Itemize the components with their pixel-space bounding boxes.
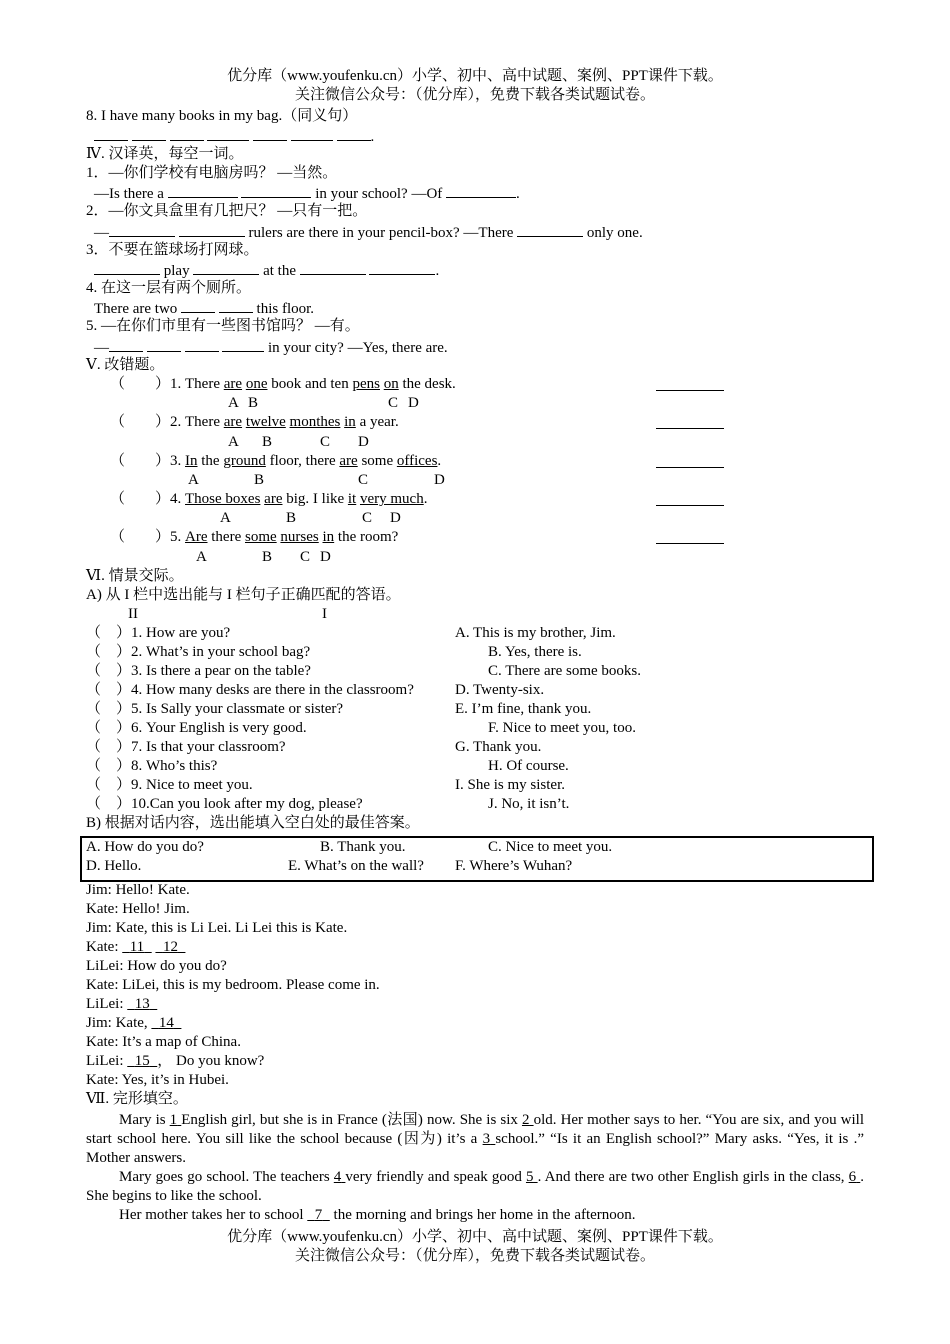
sec5-letter: D: [320, 549, 331, 565]
sec6-a-title: A) 从 I 栏中选出能与 I 栏句子正确匹配的答语。: [86, 587, 401, 603]
match-left: （ ）10.Can you look after my dog, please?: [86, 796, 363, 812]
dialog-line: LiLei: How do you do?: [86, 958, 227, 974]
sec5-letter: B: [286, 510, 297, 526]
match-left: （ ）8. Who’s this?: [86, 758, 218, 774]
match-right: A. This is my brother, Jim.: [455, 625, 616, 641]
sec5-letter: B: [262, 549, 273, 565]
sec4-item4-en: There are two this floor.: [94, 298, 314, 319]
sec5-letter: D: [434, 472, 445, 488]
sec5-letter: A: [220, 510, 231, 526]
dialog-line: Kate: It’s a map of China.: [86, 1034, 241, 1050]
option-e: E. What’s on the wall?: [288, 858, 424, 874]
match-left: （ ）5. Is Sally your classmate or sister?: [86, 701, 344, 717]
sec5-answer-line-5[interactable]: [656, 529, 724, 544]
match-right: F. Nice to meet you, too.: [488, 720, 636, 736]
match-right: B. Yes, there is.: [488, 644, 582, 660]
sec5-answer-line-4[interactable]: [656, 491, 724, 506]
match-left: （ ）4. How many desks are there in the classroom?: [86, 682, 414, 698]
sec5-answer-line-3[interactable]: [656, 453, 724, 468]
dialog-line: Kate: Yes, it’s in Hubei.: [86, 1072, 229, 1088]
cloze-paragraph-2: Mary goes go school. The teachers 4 very friendly and speak good 5 . And there are two other English girls in the class, 6 . She begins to like the school.: [86, 1169, 865, 1204]
cloze-paragraph-3: Her mother takes her to school 7 the morning and brings her home in the afternoon.: [119, 1207, 636, 1223]
sec5-title: Ⅴ. 改错题。: [86, 357, 165, 373]
match-right: J. No, it isn’t.: [488, 796, 570, 812]
match-right: D. Twenty-six.: [455, 682, 545, 698]
sec4-item3-en: play at the .: [94, 260, 439, 281]
dialog-line: Jim: Hello! Kate.: [86, 882, 190, 898]
option-c: C. Nice to meet you.: [488, 839, 613, 855]
match-left: （ ）6. Your English is very good.: [86, 720, 307, 736]
match-left: （ ）9. Nice to meet you.: [86, 777, 253, 793]
match-right: H. Of course.: [488, 758, 569, 774]
sec4-item1-cn: 1．—你们学校有电脑房吗？ —当然。: [86, 165, 338, 181]
footer-line-1: 优分库（www.youfenku.cn）小学、初中、高中试题、案例、PPT课件下载。: [227, 1229, 723, 1245]
cloze-paragraph-1: Mary is 1 English girl, but she is in France (法国) now. She is six 2 old. Her mother says to her. “You are six, and you will start school here. You sill like the school because (因为) it’s a 3 school.” “Is it an English school?” Mary asks. “Yes, it is .” Mother answers.: [86, 1112, 865, 1166]
dialog-line: Jim: Kate, 14: [86, 1015, 174, 1031]
dialog-line: Jim: Kate, this is Li Lei. Li Lei this is Kate.: [86, 920, 348, 936]
sec5-item-1: （ ）1. There are one book and ten pens on the desk.: [110, 376, 456, 392]
sec7-title: Ⅶ. 完形填空。: [86, 1091, 188, 1107]
sec4-title: Ⅳ. 汉译英，每空一词。: [86, 146, 244, 162]
header-line-1: 优分库（www.youfenku.cn）小学、初中、高中试题、案例、PPT课件下载。: [227, 68, 723, 84]
sec5-letter: C: [362, 510, 373, 526]
sec5-answer-line-2[interactable]: [656, 414, 724, 429]
sec6-title: Ⅵ. 情景交际。: [86, 568, 184, 584]
sec5-letter: D: [358, 434, 369, 450]
option-f: F. Where’s Wuhan?: [455, 858, 573, 874]
dialog-line: Kate: 11 12: [86, 939, 178, 955]
match-right: E. I’m fine, thank you.: [455, 701, 592, 717]
sec4-item2-en: — rulers are there in your pencil-box? —There only one.: [94, 222, 643, 243]
sec5-letter: B: [262, 434, 273, 450]
match-left: （ ）1. How are you?: [86, 625, 231, 641]
sec5-item-5: （ ）5. Are there some nurses in the room?: [110, 529, 399, 545]
sec4-item5-cn: 5. —在你们市里有一些图书馆吗？ —有。: [86, 318, 360, 334]
sec4-item4-cn: 4. 在这一层有两个厕所。: [86, 280, 252, 296]
sec5-letter: A: [228, 395, 239, 411]
sec4-item1-en: —Is there a in your school? —Of .: [94, 183, 520, 204]
dialog-line: LiLei: 13: [86, 996, 150, 1012]
sec5-letter: A: [188, 472, 199, 488]
sec5-item-3: （ ）3. In the ground floor, there are some offices.: [110, 453, 442, 469]
sec4-item3-cn: 3．不要在篮球场打网球。: [86, 242, 259, 258]
sec5-letter: D: [408, 395, 419, 411]
q8-text: 8. I have many books in my bag.（同义句）: [86, 108, 358, 124]
match-right: G. Thank you.: [455, 739, 542, 755]
sec5-item-4: （ ）4. Those boxes are big. I like it very much.: [110, 491, 428, 507]
sec5-letter: C: [388, 395, 399, 411]
dialog-line: Kate: Hello! Jim.: [86, 901, 190, 917]
sec4-item2-cn: 2．—你文具盒里有几把尺？ —只有一把。: [86, 203, 368, 219]
sec5-letter: B: [254, 472, 265, 488]
option-d: D. Hello.: [86, 858, 142, 874]
match-right: C. There are some books.: [488, 663, 642, 679]
header-line-2: 关注微信公众号：（优分库），免费下载各类试题试卷。: [294, 87, 655, 103]
option-b: B. Thank you.: [320, 839, 406, 855]
sec5-item-2: （ ）2. There are twelve monthes in a year.: [110, 414, 399, 430]
sec6-col-i: I: [322, 606, 327, 622]
sec5-answer-line-1[interactable]: [656, 376, 724, 391]
sec5-letter: C: [320, 434, 331, 450]
sec6-col-ii: II: [128, 606, 138, 622]
dialog-line: Kate: LiLei, this is my bedroom. Please come in.: [86, 977, 380, 993]
sec4-item5-en: — in your city? —Yes, there are.: [94, 337, 448, 358]
sec6-b-title: B) 根据对话内容，选出能填入空白处的最佳答案。: [86, 815, 420, 831]
sec5-letter: D: [390, 510, 401, 526]
match-left: （ ）2. What’s in your school bag?: [86, 644, 311, 660]
footer-line-2: 关注微信公众号：（优分库），免费下载各类试题试卷。: [294, 1248, 655, 1264]
dialog-line: LiLei: 15 ， Do you know?: [86, 1053, 265, 1069]
match-left: （ ）3. Is there a pear on the table?: [86, 663, 311, 679]
sec5-letter: C: [300, 549, 311, 565]
sec5-letter: C: [358, 472, 369, 488]
match-left: （ ）7. Is that your classroom?: [86, 739, 286, 755]
match-right: I. She is my sister.: [455, 777, 566, 793]
q8-blanks: .: [94, 126, 374, 147]
option-a: A. How do you do?: [86, 839, 204, 855]
sec5-letter: A: [196, 549, 207, 565]
sec5-letter: A: [228, 434, 239, 450]
sec5-letter: B: [248, 395, 259, 411]
